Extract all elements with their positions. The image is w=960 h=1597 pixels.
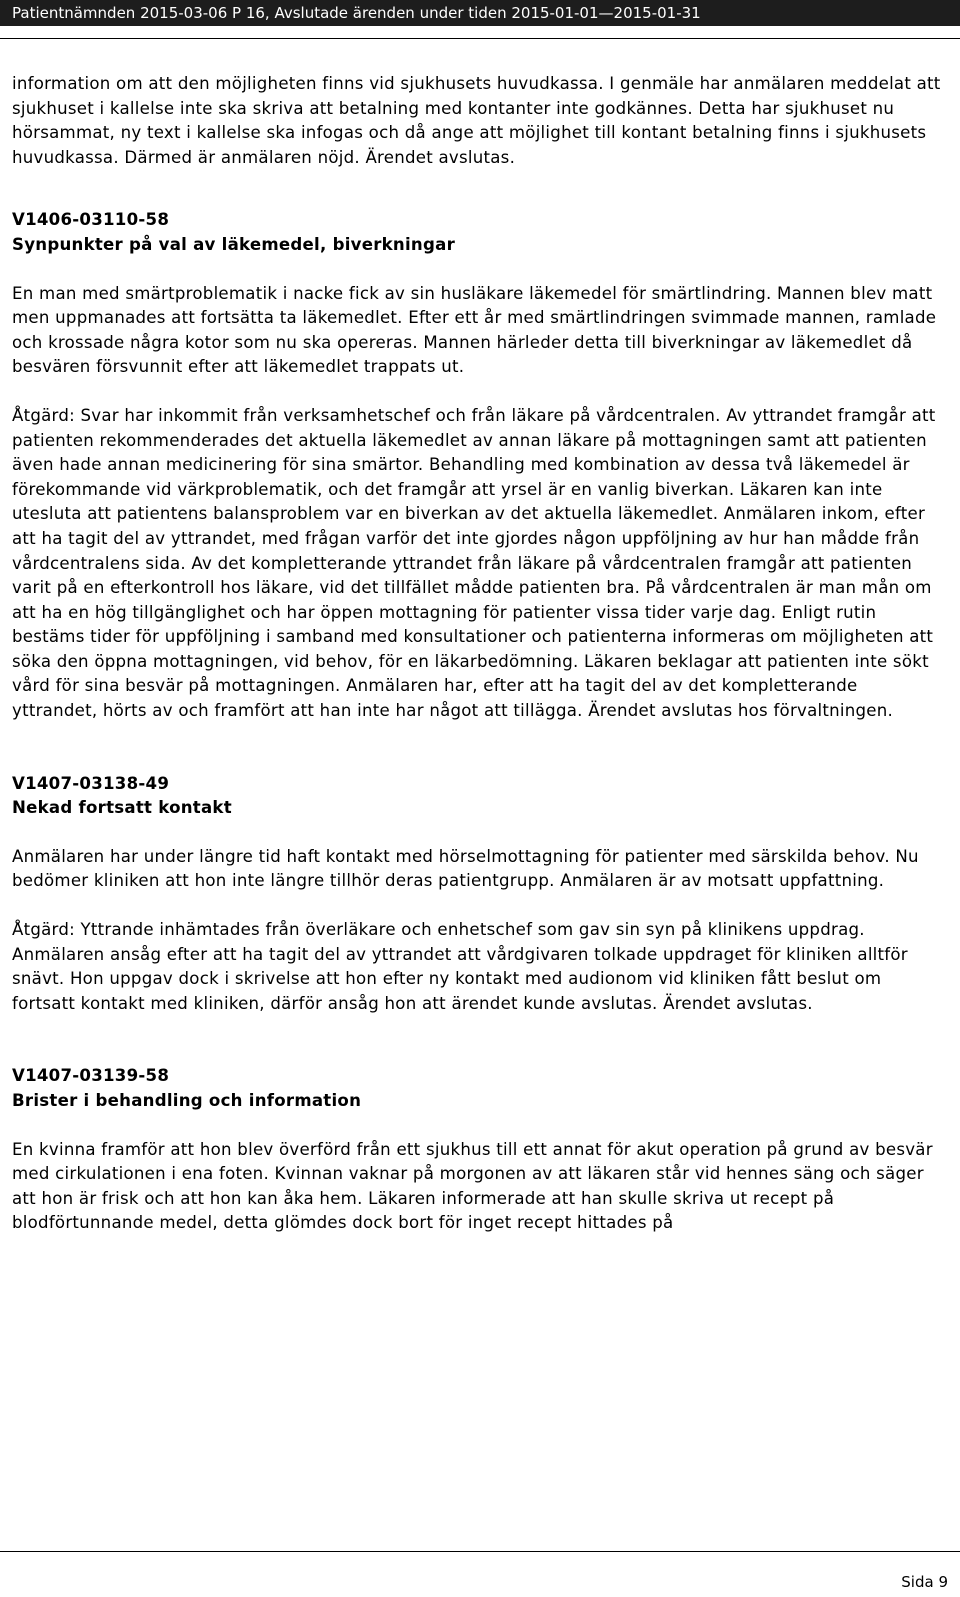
case-description: Anmälaren har under längre tid haft kontakt med hörselmottagning för patienter med särskilda behov. Nu bedömer kliniken att hon inte längre tillhör deras patientgrupp. Anmälaren är av motsatt uppfattning. [12, 846, 919, 891]
page-number: Sida 9 [901, 1573, 948, 1591]
footer-divider [0, 1551, 960, 1552]
header-text: Patientnämnden 2015-03-06 P 16, Avslutade ärenden under tiden 2015-01-01—2015-01-31 [12, 4, 701, 22]
case-id: V1407-03138-49 [12, 773, 170, 793]
intro-paragraph: information om att den möjligheten finns vid sjukhusets huvudkassa. I genmäle har anmälaren meddelat att sjukhuset i kallelse inte ska skriva att betalning med kontanter inte godkännes. Detta har sjukhuset nu hörsammat, ny text i kallelse ska infogas och då ange att möjlighet till kontant betalning finns i sjukhusets huvudkassa. Därmed är anmälaren nöjd. Ärendet avslutas. [12, 74, 941, 167]
header-divider [0, 38, 960, 39]
case-title: Brister i behandling och information [12, 1091, 362, 1110]
case-title: Synpunkter på val av läkemedel, biverkningar [12, 234, 455, 254]
document-header [0, 0, 960, 26]
case-id: V1406-03110-58 [12, 210, 170, 230]
case-description: En kvinna framför att hon blev överförd från ett sjukhus till ett annat för akut operation på grund av besvär med cirkulationen i ena foten. Kvinnan vaknar på morgonen av att läkaren står vid hennes säng och säger att hon är frisk och att hon kan åka hem. Läkaren informerade att han skulle skriva ut recept på blodförtunnande medel, detta glömdes dock bort för inget recept hittades på [12, 1139, 933, 1233]
case-description: En man med smärtproblematik i nacke fick av sin husläkare läkemedel för smärtlindring. Mannen blev matt men uppmanades att fortsätta ta läkemedlet. Efter ett år med smärtlindringen svimmade mannen, ramlade och krossade några kotor som nu ska opereras. Mannen härleder detta till biverkningar av läkemedlet då besvären försvunnit efter att läkemedlet trappats ut. [12, 283, 937, 377]
case-title: Nekad fortsatt kontakt [12, 798, 232, 818]
case-id: V1407-03139-58 [12, 1066, 170, 1086]
case-action: Åtgärd: Yttrande inhämtades från överläkare och enhetschef som gav sin syn på klinikens uppdrag. Anmälaren ansåg efter att ha tagit del av yttrandet att vårdgivaren tolkade uppdraget för kliniken alltför snävt. Hon uppgav dock i skrivelse att hon efter ny kontakt med audionom vid kliniken fått beslut om fortsatt kontakt med kliniken, därför ansåg hon att ärendet kunde avslutas. Ärendet avslutas. [12, 920, 908, 1013]
document-body [12, 72, 947, 1236]
case-action: Åtgärd: Svar har inkommit från verksamhetschef och från läkare på vårdcentralen. Av yttrandet framgår att patienten rekommenderades det aktuella läkemedlet av annan läkare på mottagningen samt att patienten även hade annan medicinering för sina smärtor. Behandling med kombination av dessa två läkemedel är förekommande vid värkproblematik, och det framgår att yrsel är en vanlig biverkan. Läkaren kan inte utesluta att patientens balansproblem var en biverkan av det aktuella läkemedlet. Anmälaren inkom, efter att ha tagit del av yttrandet, med frågan varför det inte gjordes någon uppföljning av hur han mådde från vårdcentralens sida. Av det kompletterande yttrandet från läkare på vårdcentralen framgår att patienten varit på en efterkontroll hos läkare, vid det tillfället mådde patienten bra. På vårdcentralen är man mån om att ha en hög tillgänglighet och har öppen mottagning för patienter vissa tider varje dag. Enligt rutin bestäms tider för uppföljning i samband med konsultationer och patienterna informeras om möjligheten att söka den öppna mottagningen, vid behov, för en läkarbedömning. Läkaren beklagar att patienten inte sökt vård för sina besvär på mottagningen. Anmälaren har, efter att ha tagit del av det kompletterande yttrandet, hörts av och framfört att han inte har något att tillägga. Ärendet avslutas hos förvaltningen. [12, 405, 936, 721]
